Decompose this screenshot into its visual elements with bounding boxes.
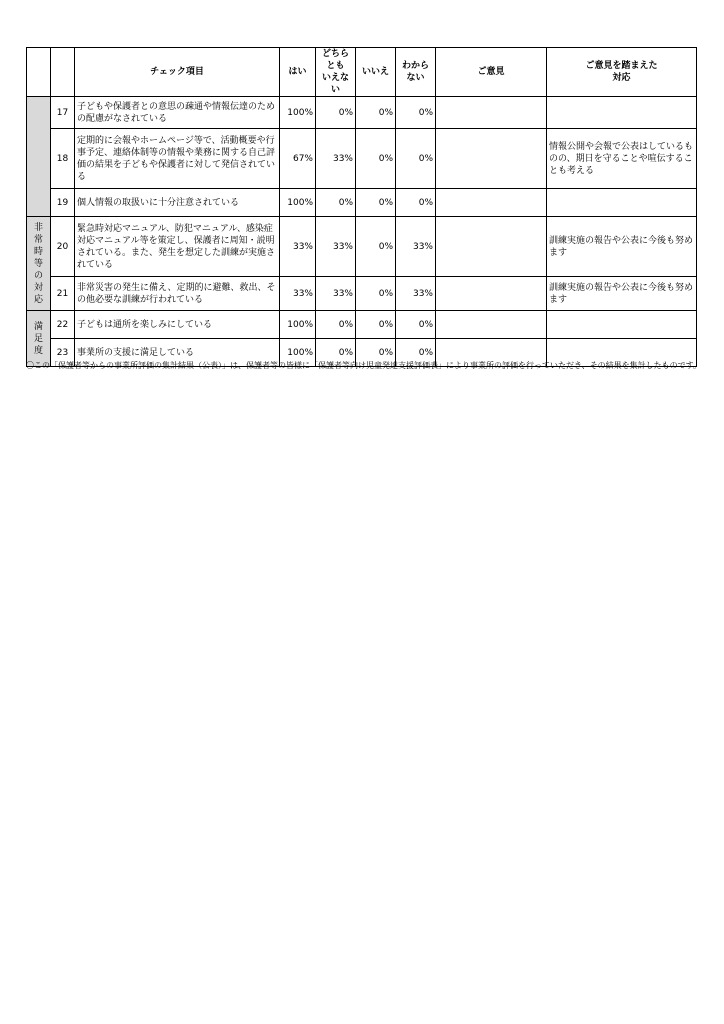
row-opinion [436,277,547,311]
row-number: 17 [51,97,75,129]
row-yes: 67% [280,129,316,189]
row-response [547,97,697,129]
row-no: 0% [356,339,396,367]
row-neither: 0% [316,311,356,339]
row-response [547,189,697,217]
row-yes: 33% [280,277,316,311]
table-row [27,189,697,217]
row-check-item: 定期的に会報やホームページ等で、活動概要や行事予定、連絡体制等の情報や業務に関する自己評価の結果を子どもや保護者に対して発信されている [75,129,280,189]
row-unknown: 33% [396,277,436,311]
category-satisfaction [27,311,51,367]
row-opinion [436,311,547,339]
category-emergency-label: 非常時等の対応 [33,222,43,305]
row-number: 23 [51,339,75,367]
table-header-row [27,48,697,97]
row-no: 0% [356,189,396,217]
row-neither: 0% [316,97,356,129]
row-check-item: 緊急時対応マニュアル、防犯マニュアル、感染症対応マニュアル等を策定し、保護者に周知・説明されている。また、発生を想定した訓練が実施されている [75,217,280,277]
row-yes: 100% [280,97,316,129]
header-category-blank [27,48,51,97]
row-opinion [436,97,547,129]
row-yes: 33% [280,217,316,277]
table-row [27,277,697,311]
category-cell-blank [27,97,51,217]
header-opinion: ご意見 [436,48,547,97]
row-unknown: 0% [396,189,436,217]
row-no: 0% [356,97,396,129]
row-check-item: 事業所の支援に満足している [75,339,280,367]
row-neither: 33% [316,277,356,311]
row-check-item: 子どもや保護者との意思の疎通や情報伝達のための配慮がなされている [75,97,280,129]
row-no: 0% [356,311,396,339]
row-number: 22 [51,311,75,339]
table-row [27,217,697,277]
row-unknown: 0% [396,129,436,189]
row-yes: 100% [280,189,316,217]
row-response [547,311,697,339]
footnote: 〇この「保護者等からの事業所評価の集計結果（公表）」は、保護者等の皆様に「保護者等向け児童発達支援評価表」により事業所の評価を行っていただき、その結果を集計したものです。 [26,361,702,370]
row-no: 0% [356,217,396,277]
evaluation-table [26,47,697,367]
header-neither: どちらとも いえない [316,48,356,97]
row-number: 21 [51,277,75,311]
table-row [27,311,697,339]
row-check-item: 個人情報の取扱いに十分注意されている [75,189,280,217]
row-response: 訓練実施の報告や公表に今後も努めます [547,277,697,311]
category-satisfaction-label: 満足度 [33,321,43,356]
row-check-item: 子どもは通所を楽しみにしている [75,311,280,339]
row-unknown: 0% [396,97,436,129]
row-unknown: 33% [396,217,436,277]
row-no: 0% [356,277,396,311]
row-neither: 33% [316,129,356,189]
row-opinion [436,189,547,217]
header-unknown: わから ない [396,48,436,97]
header-response: ご意見を踏まえた 対応 [547,48,697,97]
header-yes: はい [280,48,316,97]
header-check-item: チェック項目 [75,48,280,97]
row-response: 訓練実施の報告や公表に今後も努めます [547,217,697,277]
row-unknown: 0% [396,311,436,339]
row-no: 0% [356,129,396,189]
table-row [27,97,697,129]
row-opinion [436,217,547,277]
row-neither: 0% [316,189,356,217]
row-unknown: 0% [396,339,436,367]
row-opinion [436,129,547,189]
row-check-item: 非常災害の発生に備え、定期的に避難、救出、その他必要な訓練が行われている [75,277,280,311]
row-yes: 100% [280,339,316,367]
header-number-blank [51,48,75,97]
row-neither: 33% [316,217,356,277]
row-number: 19 [51,189,75,217]
row-neither: 0% [316,339,356,367]
table-row [27,129,697,189]
row-yes: 100% [280,311,316,339]
category-emergency [27,217,51,311]
row-response: 情報公開や会報で公表はしているものの、期日を守ることや喧伝することも考える [547,129,697,189]
header-no: いいえ [356,48,396,97]
row-number: 20 [51,217,75,277]
row-number: 18 [51,129,75,189]
